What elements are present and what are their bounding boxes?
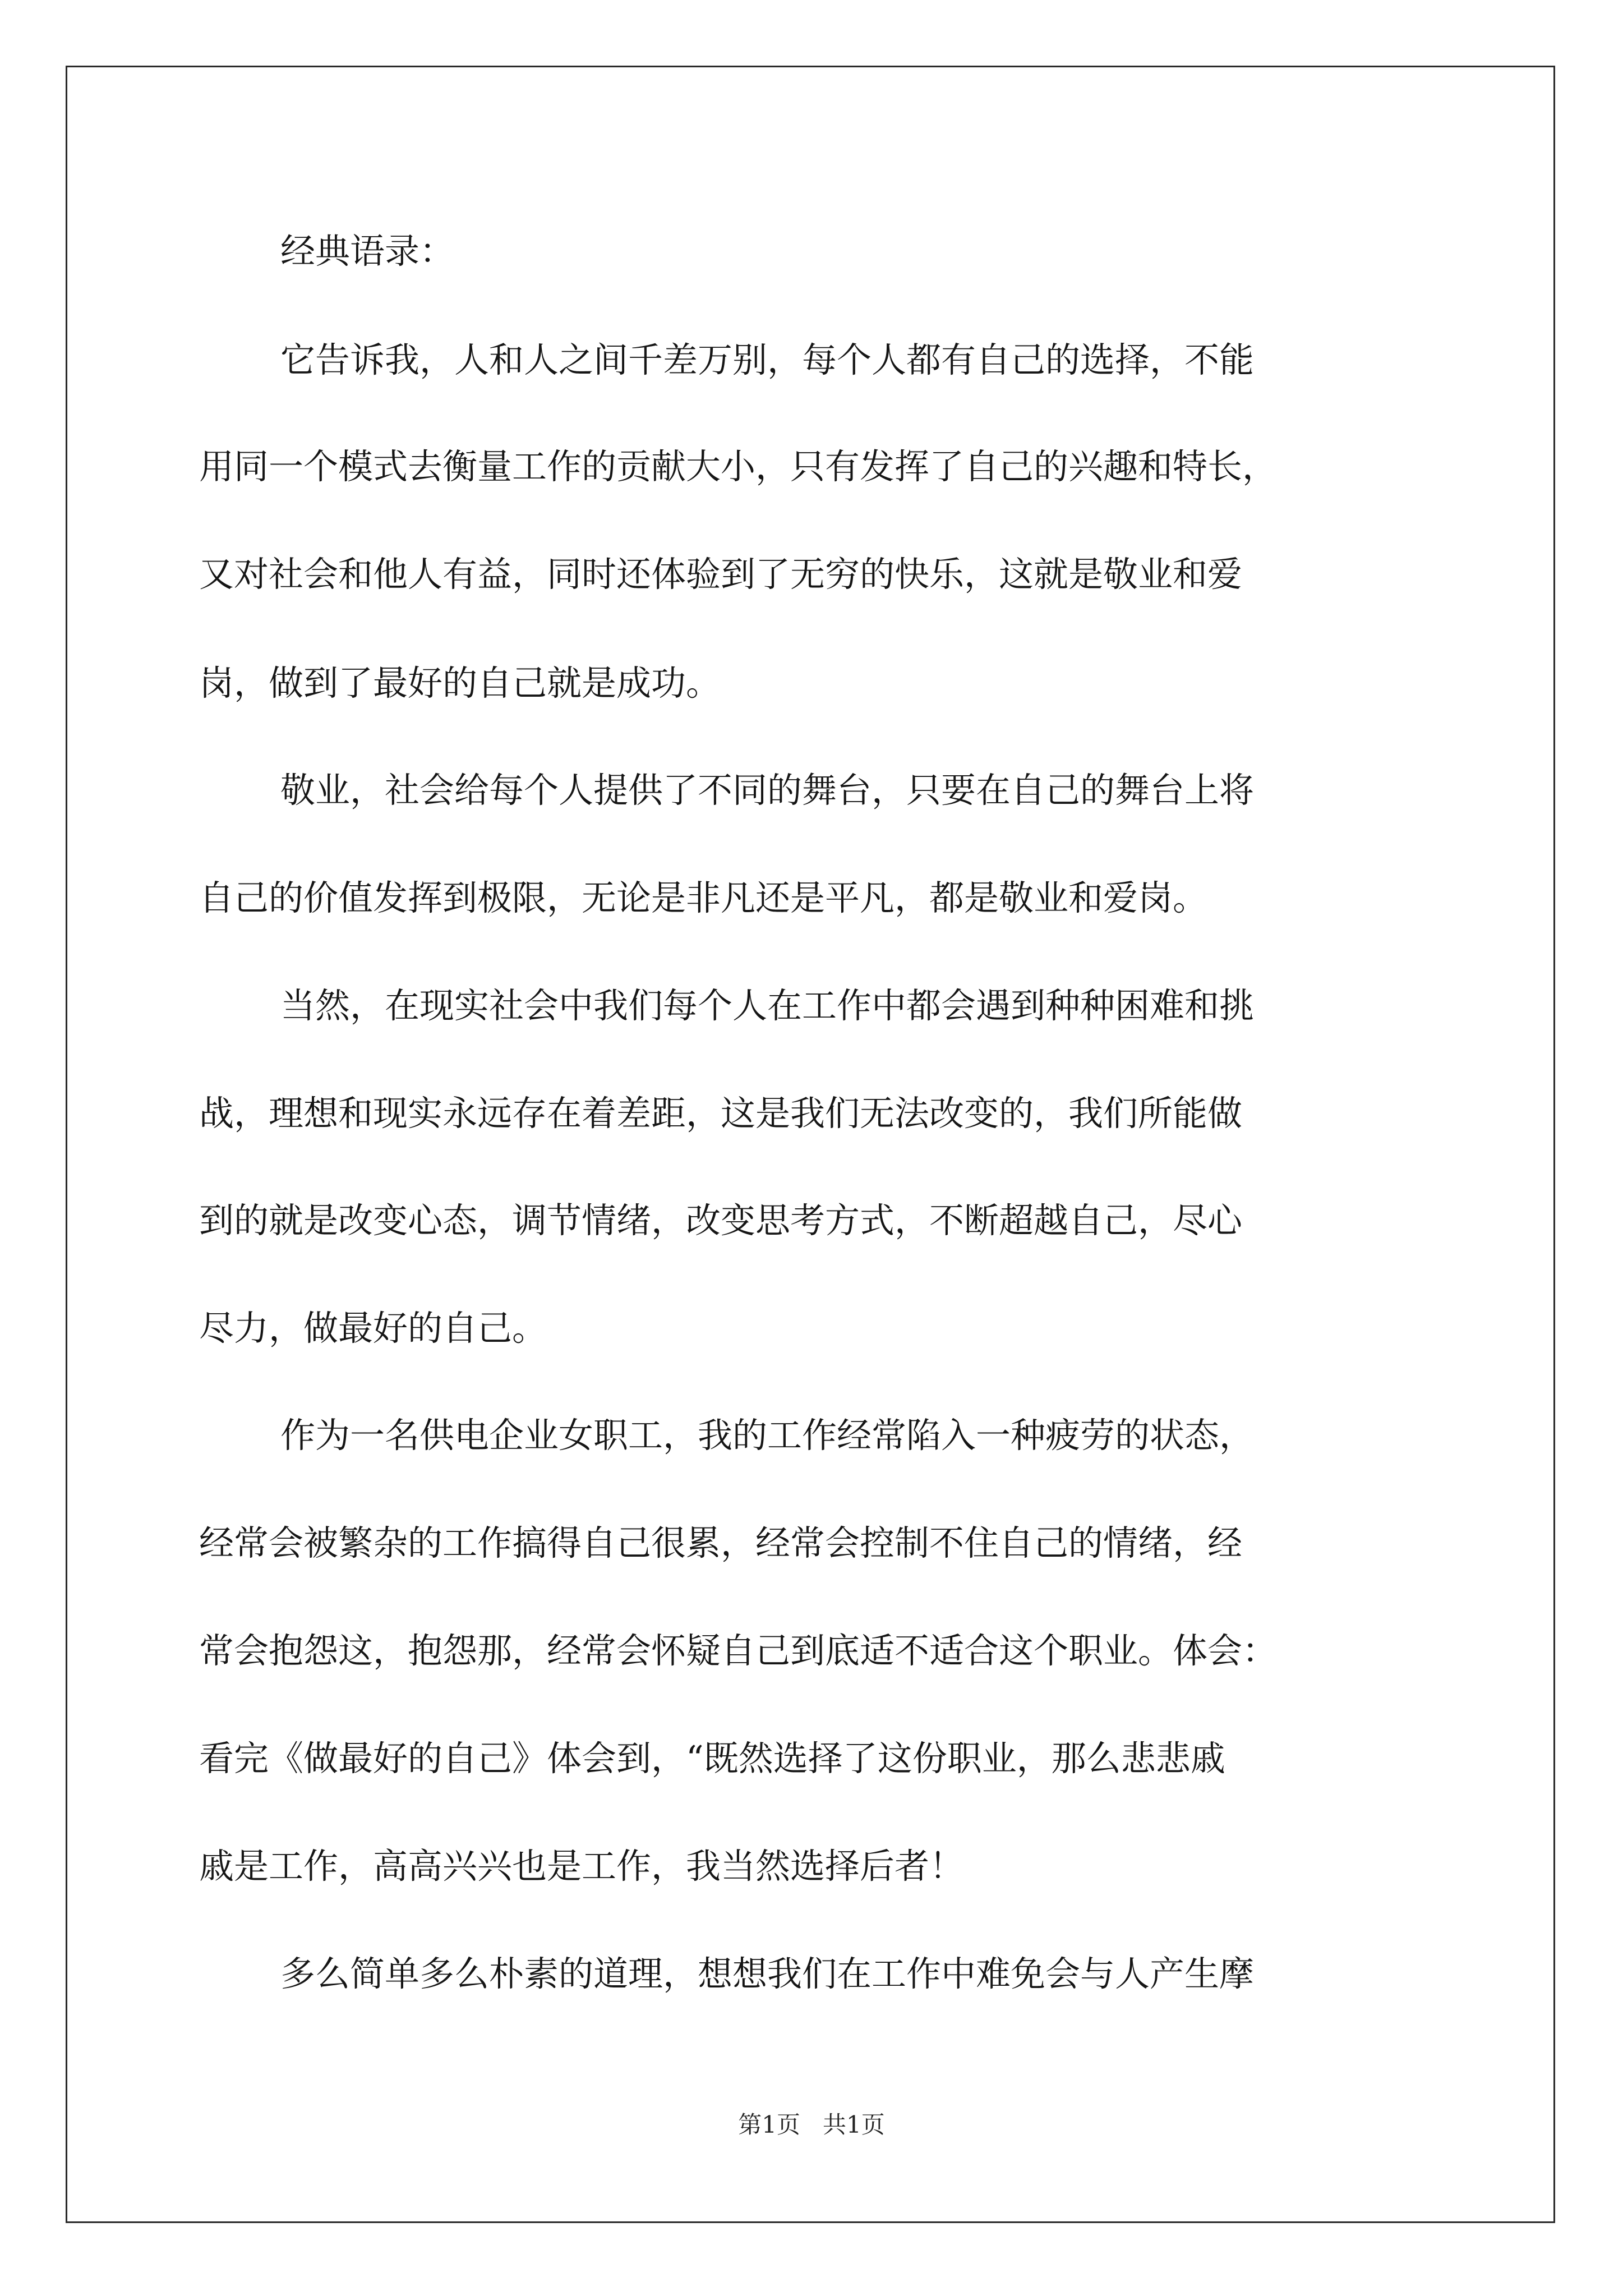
page-number-footer: 第1页 共1页 <box>738 2111 885 2138</box>
paragraph-line: 作为一名供电企业女职工，我的工作经常陷入一种疲劳的状态， <box>280 1415 1255 1456</box>
page-border <box>66 66 1555 2223</box>
paragraph-line: 它告诉我，人和人之间千差万别，每个人都有自己的选择，不能 <box>280 339 1255 380</box>
paragraph-line: 战，理想和现实永远存在着差距，这是我们无法改变的，我们所能做 <box>199 1093 1243 1134</box>
paragraph-line: 戚是工作，高高兴兴也是工作，我当然选择后者！ <box>199 1846 965 1887</box>
paragraph-line: 看完《做最好的自己》体会到，“既然选择了这份职业，那么悲悲戚 <box>199 1738 1225 1779</box>
paragraph-line: 尽力，做最好的自己。 <box>199 1308 547 1349</box>
paragraph-line: 到的就是改变心态，调节情绪，改变思考方式，不断超越自己，尽心 <box>199 1200 1243 1241</box>
quote-heading: 经典语录： <box>280 231 455 272</box>
paragraph-line: 岗，做到了最好的自己就是成功。 <box>199 662 721 703</box>
paragraph-line: 常会抱怨这，抱怨那，经常会怀疑自己到底适不适合这个职业。体会： <box>199 1630 1278 1671</box>
paragraph-line: 敬业，社会给每个人提供了不同的舞台，只要在自己的舞台上将 <box>280 770 1255 811</box>
paragraph-line: 当然，在现实社会中我们每个人在工作中都会遇到种种困难和挑 <box>280 985 1255 1026</box>
paragraph-line: 多么简单多么朴素的道理，想想我们在工作中难免会与人产生摩 <box>280 1953 1255 1994</box>
paragraph-line: 经常会被繁杂的工作搞得自己很累，经常会控制不住自己的情绪，经 <box>199 1522 1243 1563</box>
paragraph-line: 自己的价值发挥到极限，无论是非凡还是平凡，都是敬业和爱岗。 <box>199 877 1208 918</box>
paragraph-line: 用同一个模式去衡量工作的贡献大小，只有发挥了自己的兴趣和特长， <box>199 446 1278 487</box>
paragraph-line: 又对社会和他人有益，同时还体验到了无穷的快乐，这就是敬业和爱 <box>199 554 1243 595</box>
